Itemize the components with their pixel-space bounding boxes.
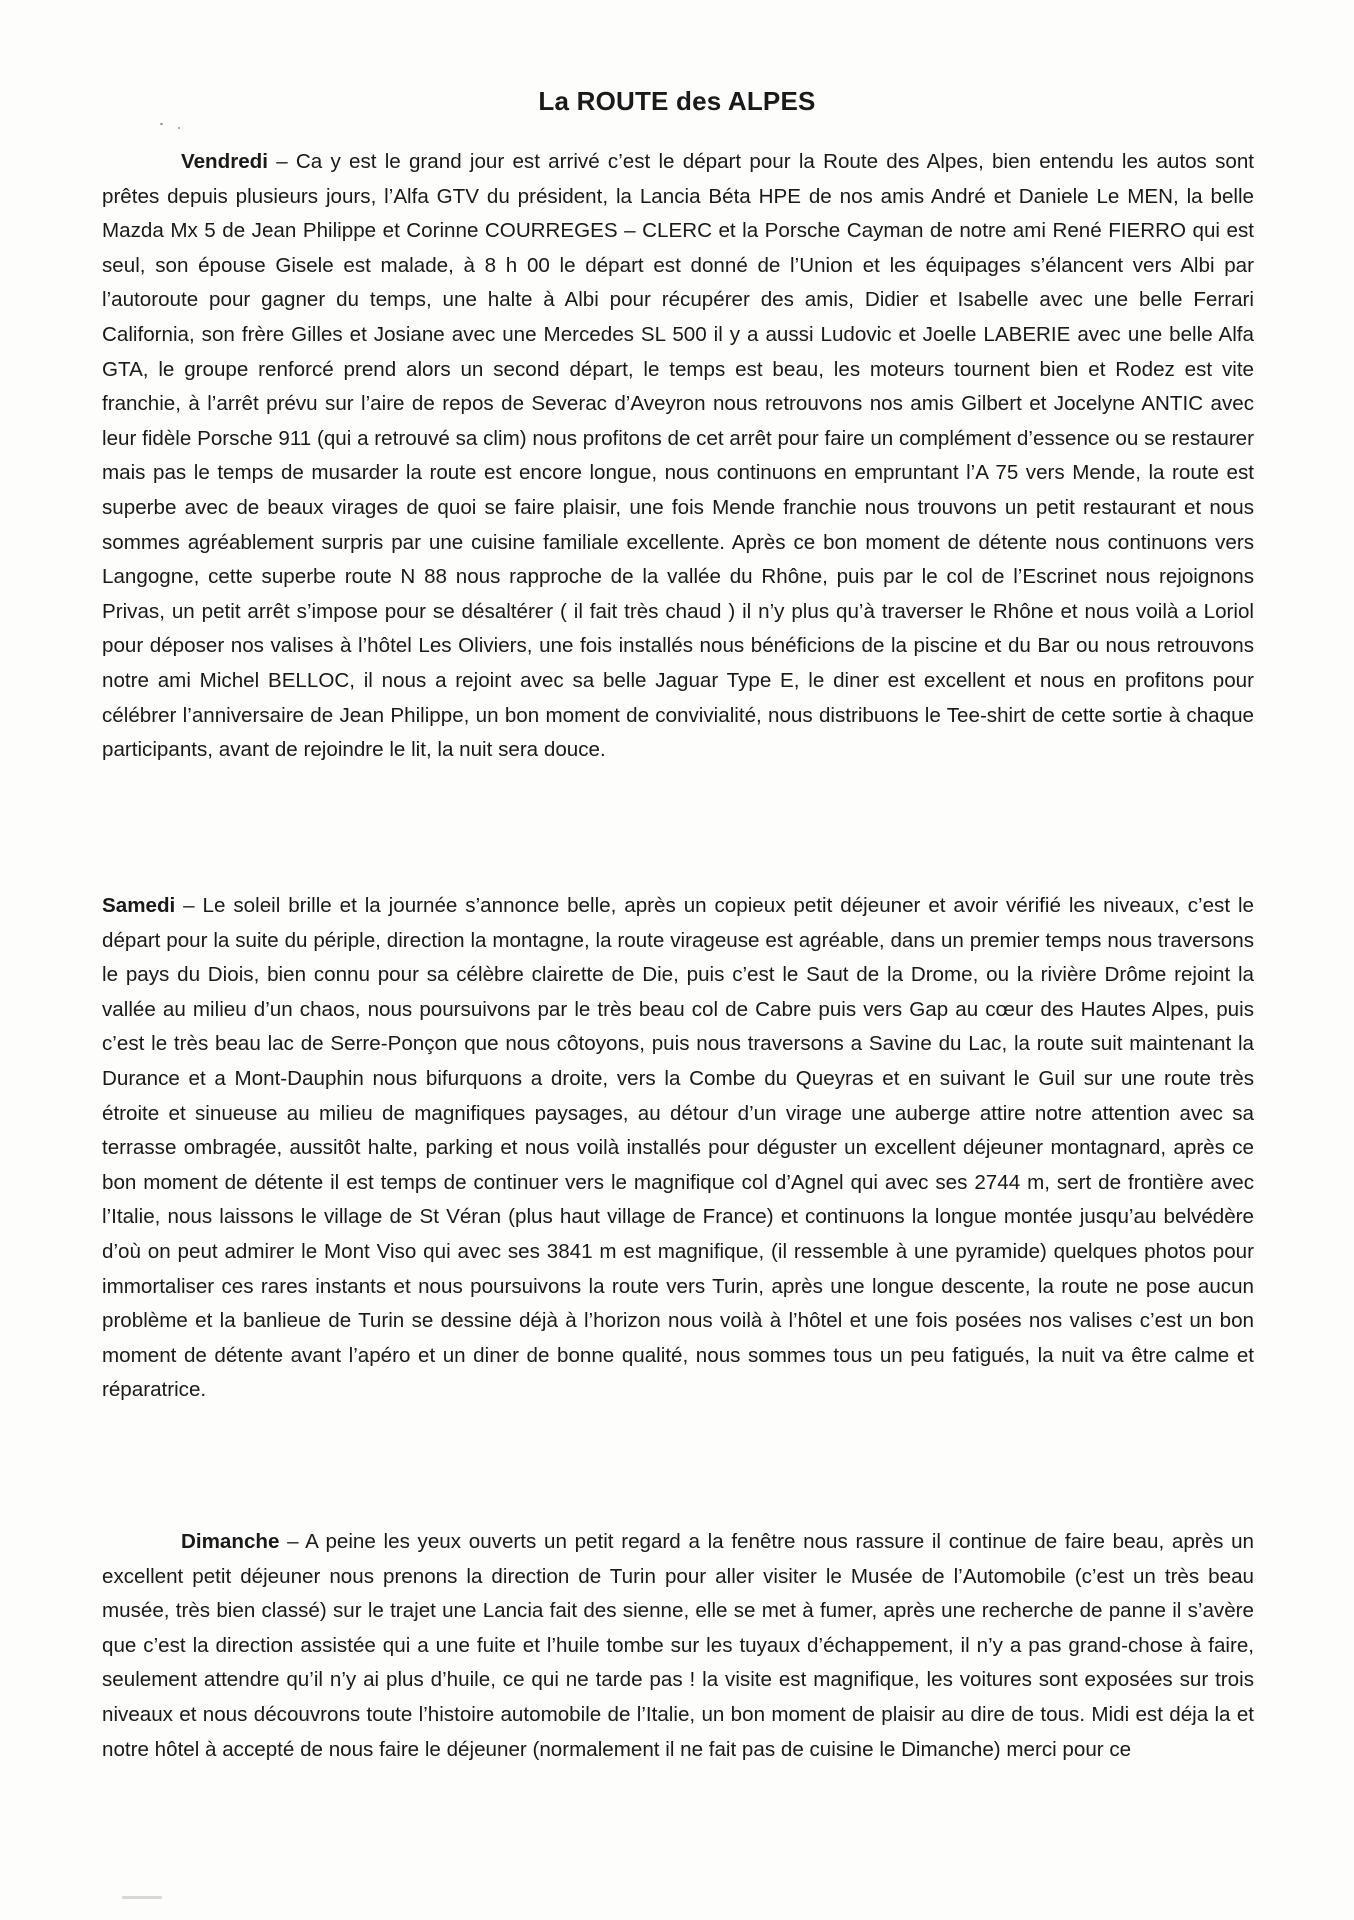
scan-artifact — [122, 1896, 162, 1899]
scan-speck — [178, 127, 180, 129]
paragraph-text-samedi: – Le soleil brille et la journée s’annonce belle, après un copieux petit déjeuner et avoir vérifié les niveaux, c’est le départ pour la suite du périple, direction la montagne, la route virageuse est agréable, dans un premier temps nous traversons le pays du Diois, bien connu pour sa célèbre clairette de Die, puis c’est le Saut de la Drome, ou la rivière Drôme rejoint la vallée au milieu d’un chaos, nous poursuivons par le très beau col de Cabre puis vers Gap au cœur des Hautes Alpes, puis c’est le très beau lac de Serre-Ponçon que nous côtoyons, puis nous traversons a Savine du Lac, la route suit maintenant la Durance et a Mont-Dauphin nous bifurquons a droite, vers la Combe du Queyras et en suivant le Guil sur une route très étroite et sinueuse au milieu de magnifiques paysages, au détour d’un virage une auberge attire notre attention avec sa terrasse ombragée, aussitôt halte, parking et nous voilà installés pour déguster un excellent déjeuner montagnard, après ce bon moment de détente il est temps de continuer vers le magnifique col d’Agnel qui avec ses 2744 m, sert de frontière avec l’Italie, nous laissons le village de St Véran (plus haut village de France) et continuons la longue montée jusqu’au belvédère d’où on peut admirer le Mont Viso qui avec ses 3841 m est magnifique, (il ressemble à une pyramide) quelques photos pour immortaliser ces rares instants et nous poursuivons la route vers Turin, après une longue descente, la route ne pose aucun problème et la banlieue de Turin se dessine déjà à l’horizon nous voilà à l’hôtel et une fois posées nos valises c’est un bon moment de détente avant l’apéro et un diner de bonne qualité, nous sommes tous un peu fatigués, la nuit va être calme et réparatrice. — [102, 894, 1254, 1402]
paragraph-samedi — [102, 889, 1254, 1408]
paragraph-vendredi — [102, 145, 1254, 768]
document-title: La ROUTE des ALPES — [538, 86, 816, 116]
scan-speck — [160, 123, 163, 125]
day-heading-dimanche: Dimanche — [181, 1530, 280, 1553]
day-heading-samedi: Samedi — [102, 894, 176, 917]
paragraph-text-dimanche: – A peine les yeux ouverts un petit regard a la fenêtre nous rassure il continue de faire beau, après un excellent petit déjeuner nous prenons la direction de Turin pour aller visiter le Musée de l’Automobile (c’est un très beau musée, très bien classé) sur le trajet une Lancia fait des sienne, elle se met à fumer, après une recherche de panne il s’avère que c’est la direction assistée qui a une fuite et l’huile tombe sur les tuyaux d’échappement, il n’y a pas grand-chose à faire, seulement attendre qu’il n’y ai plus d’huile, ce qui ne tarde pas ! la visite est magnifique, les voitures sont exposées sur trois niveaux et nous découvrons toute l’histoire automobile de l’Italie, un bon moment de plaisir au dire de tous. Midi est déja la et notre hôtel à accepté de nous faire le déjeuner (normalement il ne fait pas de cuisine le Dimanche) merci pour ce — [102, 1530, 1254, 1761]
day-heading-vendredi: Vendredi — [181, 150, 268, 173]
paragraph-dimanche — [102, 1525, 1254, 1767]
paragraph-text-vendredi: – Ca y est le grand jour est arrivé c’est le départ pour la Route des Alpes, bien entendu les autos sont prêtes depuis plusieurs jours, l’Alfa GTV du président, la Lancia Béta HPE de nos amis André et Daniele Le MEN, la belle Mazda Mx 5 de Jean Philippe et Corinne COURREGES – CLERC et la Porsche Cayman de notre ami René FIERRO qui est seul, son épouse Gisele est malade, à 8 h 00 le départ est donné de l’Union et les équipages s’élancent vers Albi par l’autoroute pour gagner du temps, une halte à Albi pour récupérer des amis, Didier et Isabelle avec une belle Ferrari California, son frère Gilles et Josiane avec une Mercedes SL 500 il y a aussi Ludovic et Joelle LABERIE avec une belle Alfa GTA, le groupe renforcé prend alors un second départ, le temps est beau, les moteurs tournent bien et Rodez est vite franchie, à l’arrêt prévu sur l’aire de repos de Severac d’Aveyron nous retrouvons nos amis Gilbert et Jocelyne ANTIC avec leur fidèle Porsche 911 (qui a retrouvé sa clim) nous profitons de cet arrêt pour faire un complément d’essence ou se restaurer mais pas le temps de musarder la route est encore longue, nous continuons en empruntant l’A 75 vers Mende, la route est superbe avec de beaux virages de quoi se faire plaisir, une fois Mende franchie nous trouvons un petit restaurant et nous sommes agréablement surpris par une cuisine familiale excellente. Après ce bon moment de détente nous continuons vers Langogne, cette superbe route N 88 nous rapproche de la vallée du Rhône, puis par le col de l’Escrinet nous rejoignons Privas, un petit arrêt s’impose pour se désaltérer ( il fait très chaud ) il n’y plus qu’à traverser le Rhône et nous voilà a Loriol pour déposer nos valises à l’hôtel Les Oliviers, une fois installés nous bénéficions de la piscine et du Bar ou nous retrouvons notre ami Michel BELLOC, il nous a rejoint avec sa belle Jaguar Type E, le diner est excellent et nous en profitons pour célébrer l’anniversaire de Jean Philippe, un bon moment de convivialité, nous distribuons le Tee-shirt de cette sortie à chaque participants, avant de rejoindre le lit, la nuit sera douce. — [102, 150, 1254, 762]
